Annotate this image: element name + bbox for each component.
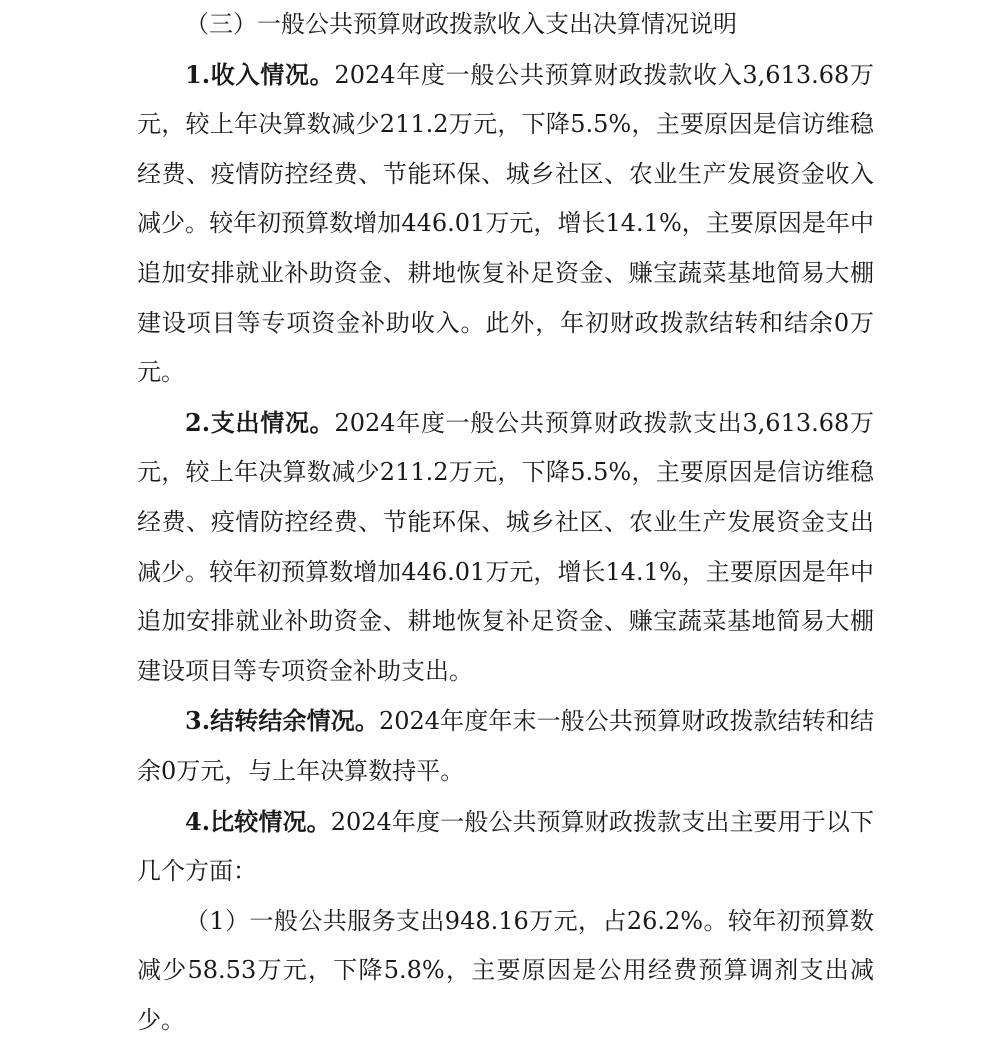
paragraph-body: 2024年度一般公共预算财政拨款支出主要用于以下几个方面： (137, 807, 874, 886)
paragraph-body: 2024年度一般公共预算财政拨款收入3,613.68万元，较上年决算数减少211.2万元，下降5.5%，主要原因是信访维稳经费、疫情防控经费、节能环保、城乡社区、农业生产发展资金收入减少。较年初预算数增加446.01万元，增长14.1%，主要原因是年中追加安排就业补助资金、耕地恢复补足资金、赚宝蔬菜基地简易大棚建设项目等专项资金补助收入。此外，年初财政拨款结转和结余0万元。 (137, 60, 874, 387)
paragraph-expenditure (137, 398, 874, 697)
paragraph-lead: 2.支出情况。 (185, 407, 335, 437)
paragraph-body: 2024年度一般公共预算财政拨款支出3,613.68万元，较上年决算数减少211.2万元，下降5.5%，主要原因是信访维稳经费、疫情防控经费、节能环保、城乡社区、农业生产发展资金支出减少。较年初预算数增加446.01万元，增长14.1%，主要原因是年中追加安排就业补助资金、耕地恢复补足资金、赚宝蔬菜基地简易大棚建设项目等专项资金补助支出。 (137, 408, 874, 685)
paragraph-comparison (137, 797, 874, 897)
paragraph-income (137, 50, 874, 398)
paragraph-carryover (137, 696, 874, 796)
list-item: （1）一般公共服务支出948.16万元，占26.2%。较年初预算数减少58.53万元，下降5.8%，主要原因是公用经费预算调剂支出减少。 (137, 906, 874, 1034)
paragraph-lead: 3.结转结余情况。 (185, 706, 379, 736)
document-page (137, 0, 874, 1045)
paragraph-lead: 1.收入情况。 (185, 59, 335, 89)
paragraph-body: 2024年度年末一般公共预算财政拨款结转和结余0万元，与上年决算数持平。 (137, 707, 874, 785)
section-heading: （三）一般公共预算财政拨款收入支出决算情况说明 (185, 10, 737, 38)
paragraph-lead: 4.比较情况。 (185, 806, 331, 836)
